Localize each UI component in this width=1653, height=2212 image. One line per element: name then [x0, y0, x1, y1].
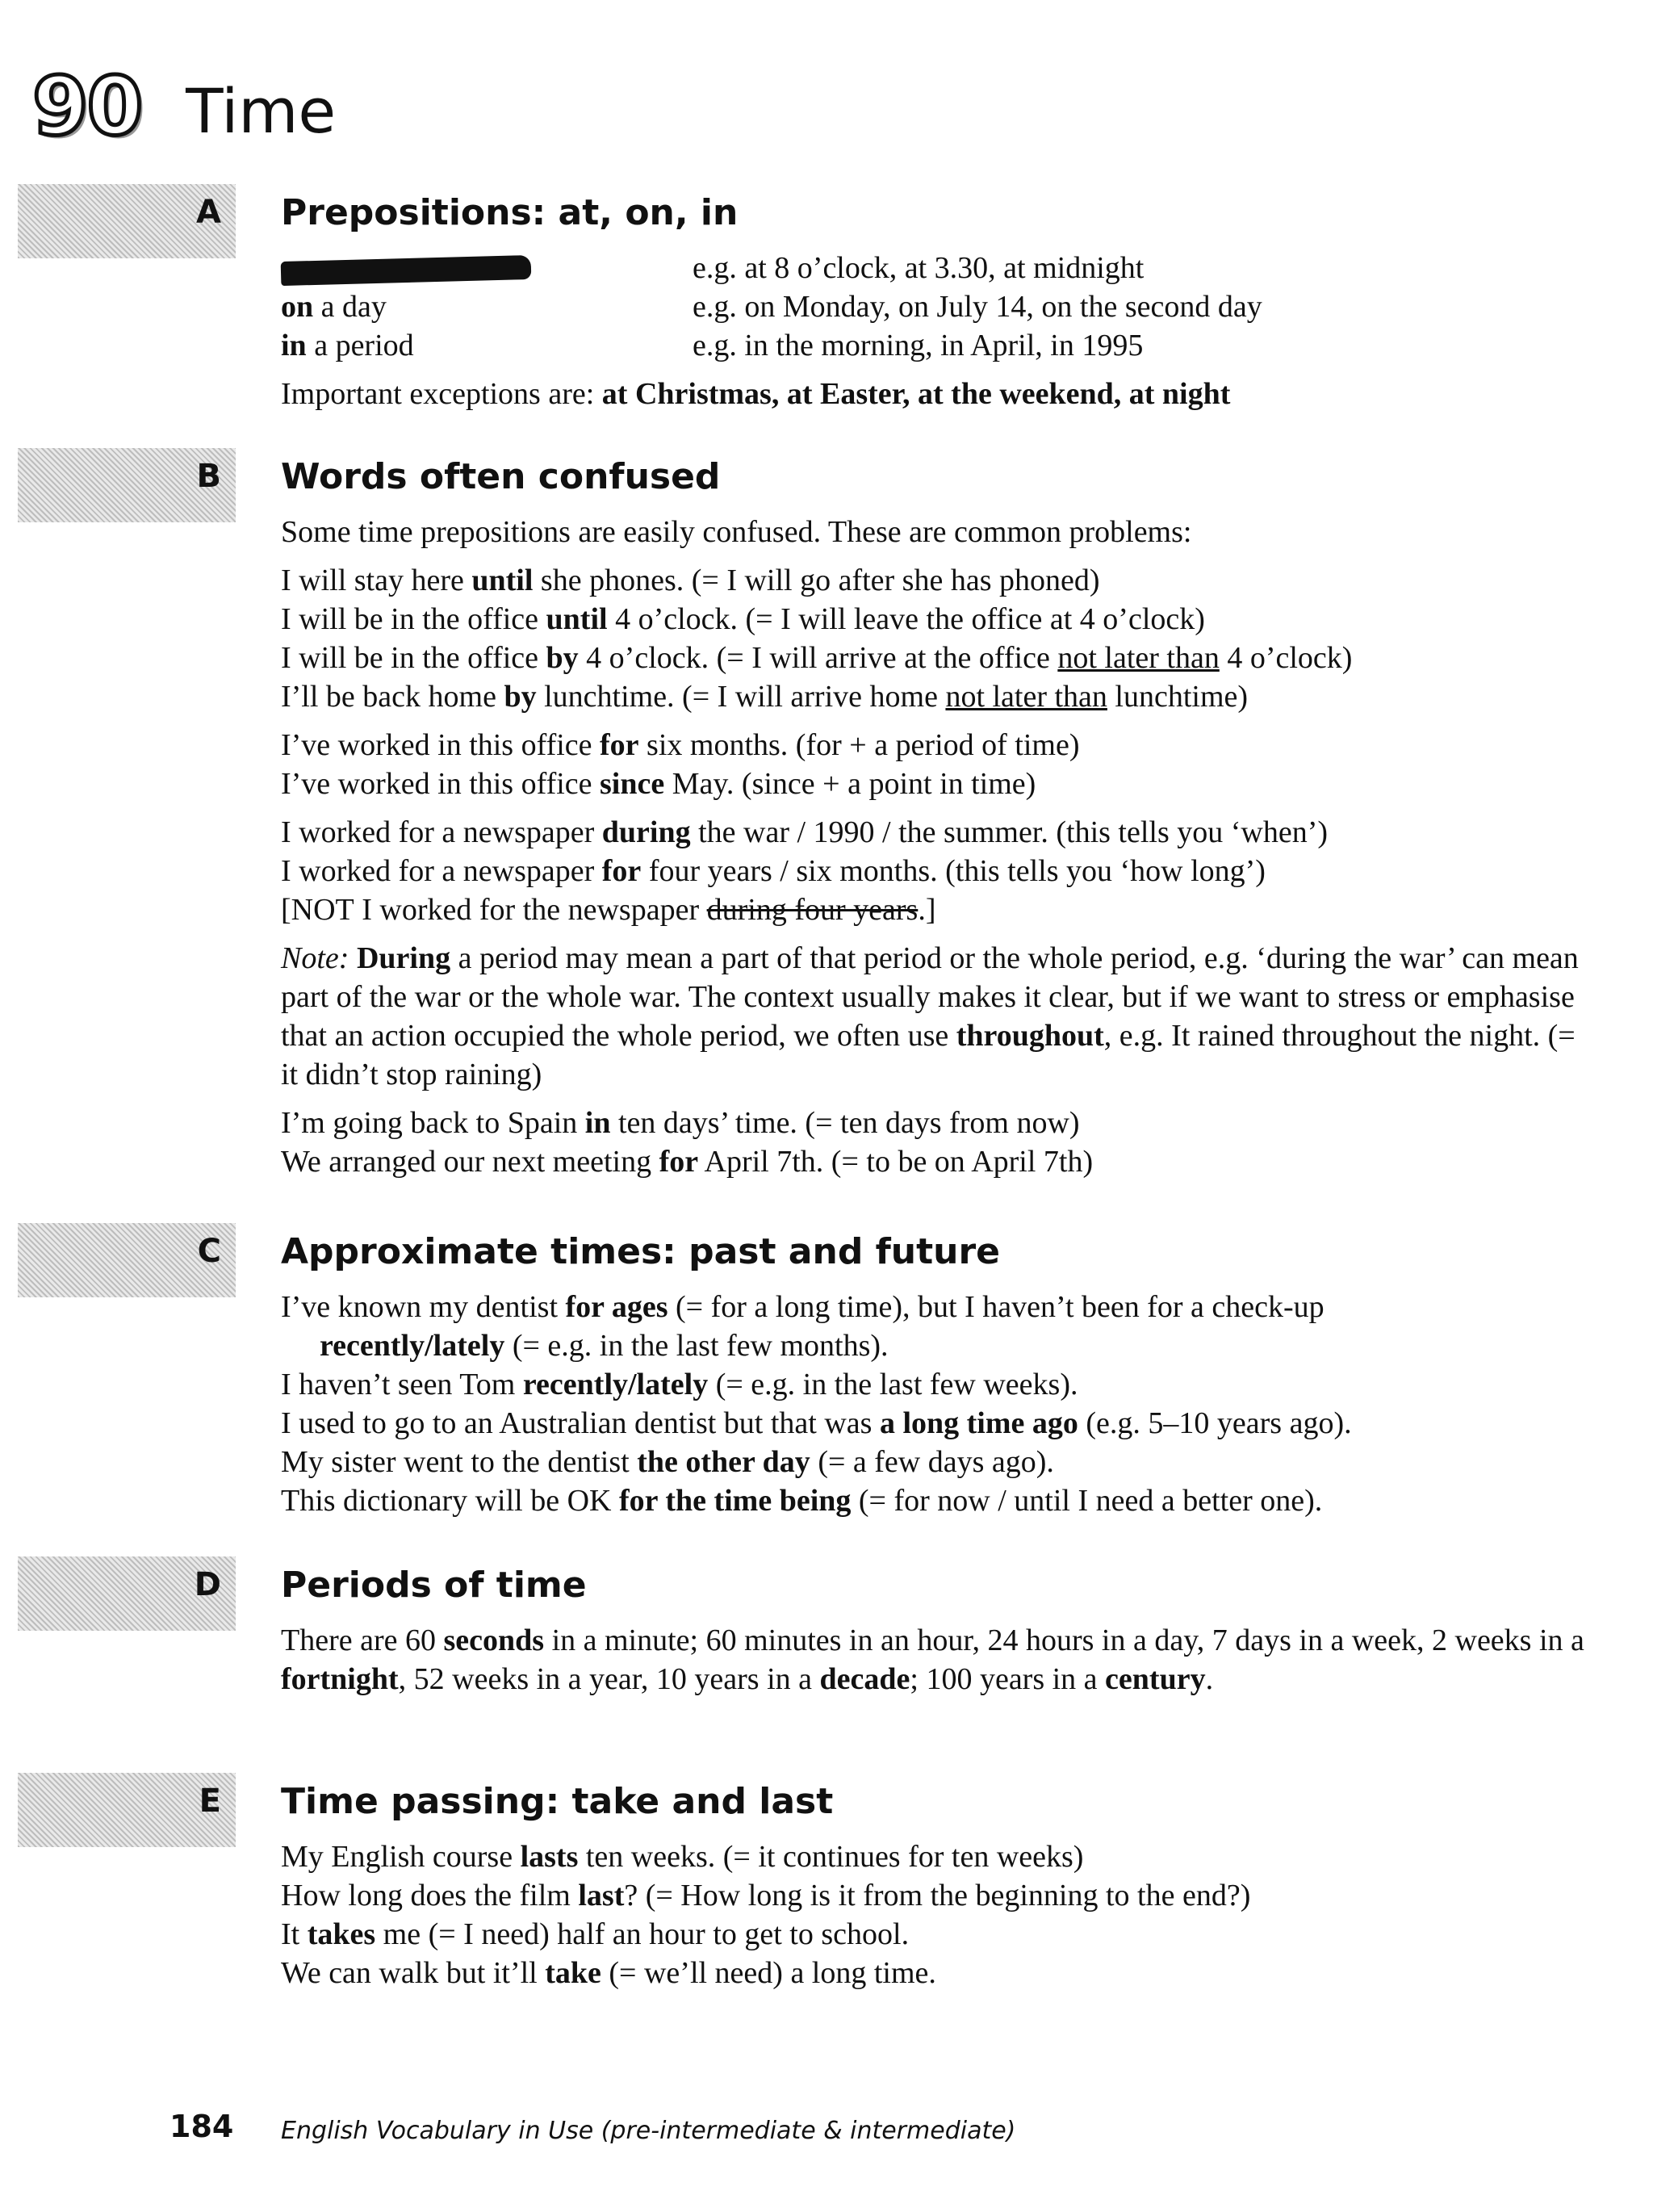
example-line: I’ve worked in this office for six months. (for + a period of time): [281, 728, 1080, 762]
section-title: Words often confused: [281, 456, 721, 497]
section-body: [281, 1288, 1588, 1520]
section-tab-c: [18, 1223, 236, 1297]
section-tab-e: [18, 1773, 236, 1847]
rule-text: on a day: [281, 290, 387, 324]
section-title: Approximate times: past and future: [281, 1231, 1000, 1272]
section-tab-d: [18, 1556, 236, 1631]
example-line: How long does the film last? (= How long is it from the beginning to the end?): [281, 1879, 1251, 1912]
section-body: [281, 1621, 1588, 1699]
example-line: My sister went to the dentist the other day (= a few days ago).: [281, 1445, 1054, 1479]
book-title: English Vocabulary in Use (pre-intermediate & intermediate): [281, 2117, 1016, 2145]
unit-title: Time: [186, 75, 337, 147]
note-paragraph: Note: During a period may mean a part of that period or the whole period, e.g. ‘during the war’ can mean part of the war or the whole war. The context usually makes it clear, but if we want to stress or emphasise that an action occupied the whole period, we often use throughout, e.g. It rained throughout the night. (= it didn’t stop raining): [281, 941, 1579, 1091]
section-title: Prepositions: at, on, in: [281, 192, 739, 233]
section-body: [281, 1837, 1588, 1992]
example-line: recently/lately (= e.g. in the last few months).: [320, 1329, 889, 1363]
example-text: e.g. on Monday, on July 14, on the second day: [693, 290, 1262, 324]
example-line: I used to go to an Australian dentist but that was a long time ago (e.g. 5–10 years ago).: [281, 1406, 1352, 1440]
section-tab-a: [18, 184, 236, 258]
section-title: Periods of time: [281, 1565, 587, 1606]
section-letter: B: [196, 458, 221, 495]
example-line: I haven’t seen Tom recently/lately (= e.g. in the last few weeks).: [281, 1368, 1078, 1401]
redacted-mark: [281, 249, 693, 287]
example-line: This dictionary will be OK for the time being (= for now / until I need a better one).: [281, 1484, 1323, 1518]
unit-header: [32, 34, 337, 153]
example-line: My English course lasts ten weeks. (= it continues for ten weeks): [281, 1840, 1084, 1874]
example-line: I’ve known my dentist for ages (= for a long time), but I haven’t been for a check-up: [281, 1290, 1324, 1324]
section-letter: E: [199, 1783, 221, 1820]
section-letter: C: [197, 1233, 221, 1270]
section-title: Time passing: take and last: [281, 1781, 834, 1822]
unit-number: 90: [32, 59, 142, 153]
rule-text: in a period: [281, 329, 414, 362]
example-line: I’m going back to Spain in ten days’ time. (= ten days from now): [281, 1106, 1080, 1140]
example-line: I will stay here until she phones. (= I will go after she has phoned): [281, 563, 1100, 597]
example-line: We arranged our next meeting for April 7th. (= to be on April 7th): [281, 1145, 1094, 1179]
example-line: [NOT I worked for the newspaper during four years.]: [281, 893, 936, 927]
example-line: I will be in the office by 4 o’clock. (= I will arrive at the office not later than 4 o’clock): [281, 641, 1353, 675]
section-body: [281, 249, 1588, 413]
example-line: I’ll be back home by lunchtime. (= I will arrive home not later than lunchtime): [281, 680, 1249, 714]
example-line: I’ve worked in this office since May. (since + a point in time): [281, 767, 1036, 801]
section-letter: D: [194, 1566, 221, 1603]
example-line: We can walk but it’ll take (= we’ll need) a long time.: [281, 1956, 936, 1990]
section-letter: A: [196, 194, 221, 231]
periods-paragraph: There are 60 seconds in a minute; 60 minutes in an hour, 24 hours in a day, 7 days in a week, 2 weeks in a fortnight, 52 weeks in a year, 10 years in a decade; 100 years in a century.: [281, 1623, 1584, 1696]
example-text: e.g. at 8 o’clock, at 3.30, at midnight: [693, 251, 1145, 285]
example-line: I worked for a newspaper during the war / 1990 / the summer. (this tells you ‘when’): [281, 815, 1329, 849]
intro-line: Some time prepositions are easily confused. These are common problems:: [281, 515, 1192, 549]
section-body: [281, 513, 1588, 1181]
section-tab-b: [18, 448, 236, 522]
example-line: I worked for a newspaper for four years / six months. (this tells you ‘how long’): [281, 854, 1266, 888]
exceptions-line: Important exceptions are: at Christmas, at Easter, at the weekend, at night: [281, 377, 1231, 411]
preposition-table: [281, 249, 1588, 365]
page-number: 184: [169, 2109, 234, 2144]
example-text: e.g. in the morning, in April, in 1995: [693, 329, 1144, 362]
example-line: It takes me (= I need) half an hour to get to school.: [281, 1917, 910, 1951]
example-line: I will be in the office until 4 o’clock. (= I will leave the office at 4 o’clock): [281, 602, 1205, 636]
